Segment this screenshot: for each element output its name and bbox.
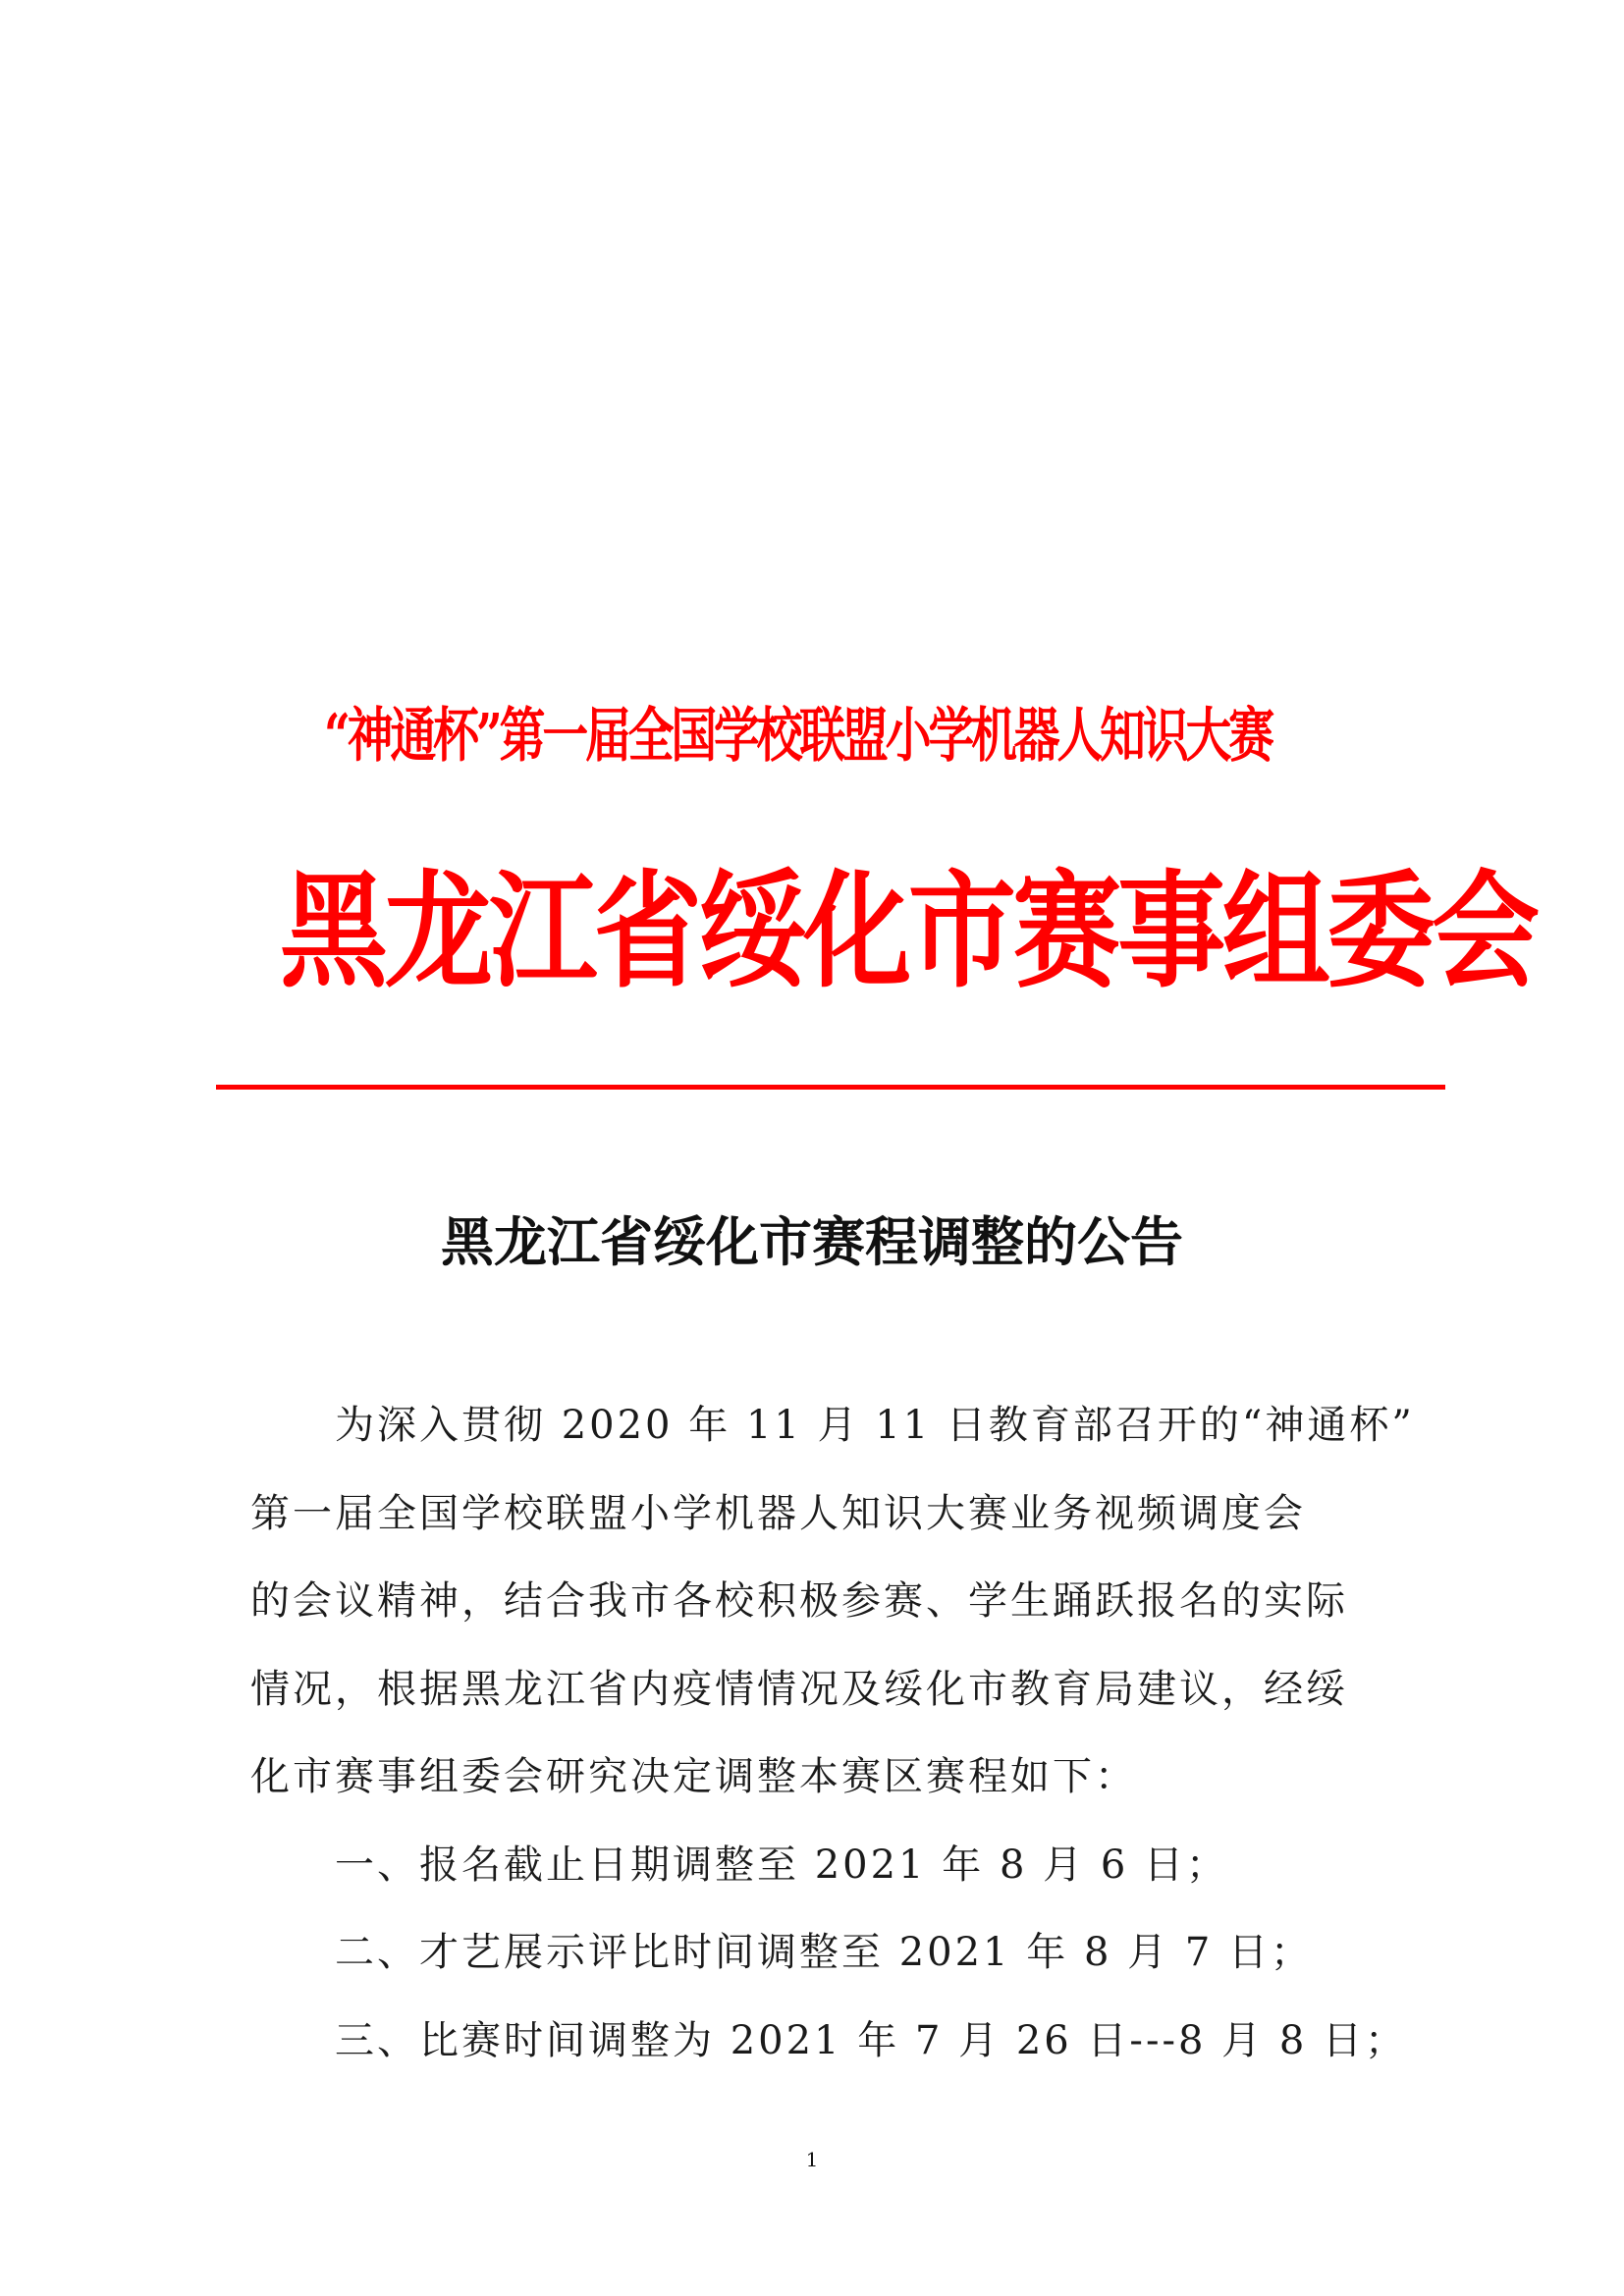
list-item-registration-deadline: 一、报名截止日期调整至 2021 年 8 月 6 日； (335, 1842, 1228, 1888)
letterhead-title: 黑龙江省绥化市赛事组委会 (280, 859, 1537, 1005)
body-line-5: 化市赛事组委会研究决定调整本赛区赛程如下： (250, 1754, 1137, 1799)
list-item-competition-dates: 三、比赛时间调整为 2021 年 7 月 26 日---8 月 8 日； (335, 2017, 1408, 2063)
letterhead-divider (216, 1085, 1445, 1090)
document-title: 黑龙江省绥化市赛程调整的公告 (441, 1210, 1183, 1273)
document-body (250, 1382, 1415, 2085)
body-line-4: 情况，根据黑龙江省内疫情情况及绥化市教育局建议，经绥 (250, 1666, 1348, 1712)
list-item-talent-show-date: 二、才艺展示评比时间调整至 2021 年 8 月 7 日； (335, 1930, 1313, 1975)
body-line-3: 的会议精神，结合我市各校积极参赛、学生踊跃报名的实际 (250, 1578, 1348, 1624)
body-line-1: 为深入贯彻 2020 年 11 月 11 日教育部召开的“神通杯” (335, 1403, 1415, 1448)
letterhead-subtitle: “神通杯”第一届全国学校联盟小学机器人知识大赛 (324, 702, 1272, 771)
page-number: 1 (805, 2148, 819, 2171)
body-line-2: 第一届全国学校联盟小学机器人知识大赛业务视频调度会 (250, 1490, 1306, 1536)
